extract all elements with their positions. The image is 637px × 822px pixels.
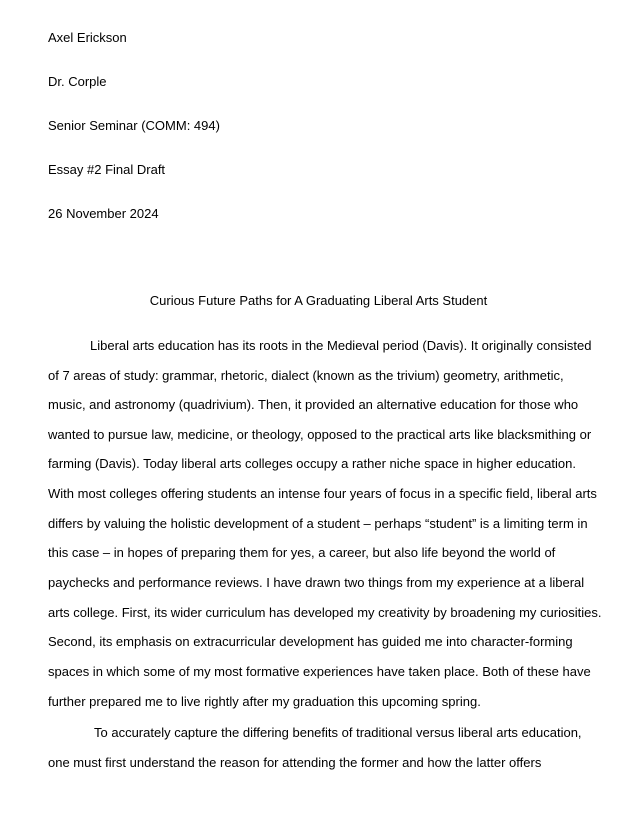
instructor-name: Dr. Corple (48, 74, 107, 89)
paragraph-line: paychecks and performance reviews. I have drawn two things from my experience at a liberal (48, 575, 585, 590)
paragraph-line: With most colleges offering students an intense four years of focus in a specific field, liberal arts (48, 486, 597, 501)
essay-title: Curious Future Paths for A Graduating Liberal Arts Student (149, 293, 488, 308)
paragraph-line: this case – in hopes of preparing them for yes, a career, but also life beyond the world of (48, 545, 556, 560)
paragraph-line: further prepared me to live rightly after my graduation this upcoming spring. (48, 694, 481, 709)
paragraph-line: music, and astronomy (quadrivium). Then, it provided an alternative education for those who (48, 397, 579, 412)
paragraph-line: arts college. First, its wider curriculum has developed my creativity by broadening my curiosities. (48, 605, 602, 620)
paragraph-line: Second, its emphasis on extracurricular development has guided me into character-forming (48, 634, 573, 649)
paragraph-line: wanted to pursue law, medicine, or theology, opposed to the practical arts like blacksmithing or (48, 427, 592, 442)
course-name: Senior Seminar (COMM: 494) (48, 118, 220, 133)
paragraph-line: one must first understand the reason for attending the former and how the latter offers (48, 755, 542, 770)
paragraph-line: farming (Davis). Today liberal arts colleges occupy a rather niche space in higher education. (48, 456, 576, 471)
paragraph-line: differs by valuing the holistic development of a student – perhaps “student” is a limiting term in (48, 516, 588, 531)
assignment-name: Essay #2 Final Draft (48, 162, 166, 177)
paragraph-line: spaces in which some of my most formative experiences have taken place. Both of these have (48, 664, 591, 679)
paragraph-line: Liberal arts education has its roots in the Medieval period (Davis). It originally consisted (90, 338, 592, 353)
document-date: 26 November 2024 (48, 206, 159, 221)
paragraph-line: of 7 areas of study: grammar, rhetoric, dialect (known as the trivium) geometry, arithmetic, (48, 368, 564, 383)
author-name: Axel Erickson (48, 30, 127, 45)
paragraph-line: To accurately capture the differing benefits of traditional versus liberal arts education, (94, 725, 582, 740)
